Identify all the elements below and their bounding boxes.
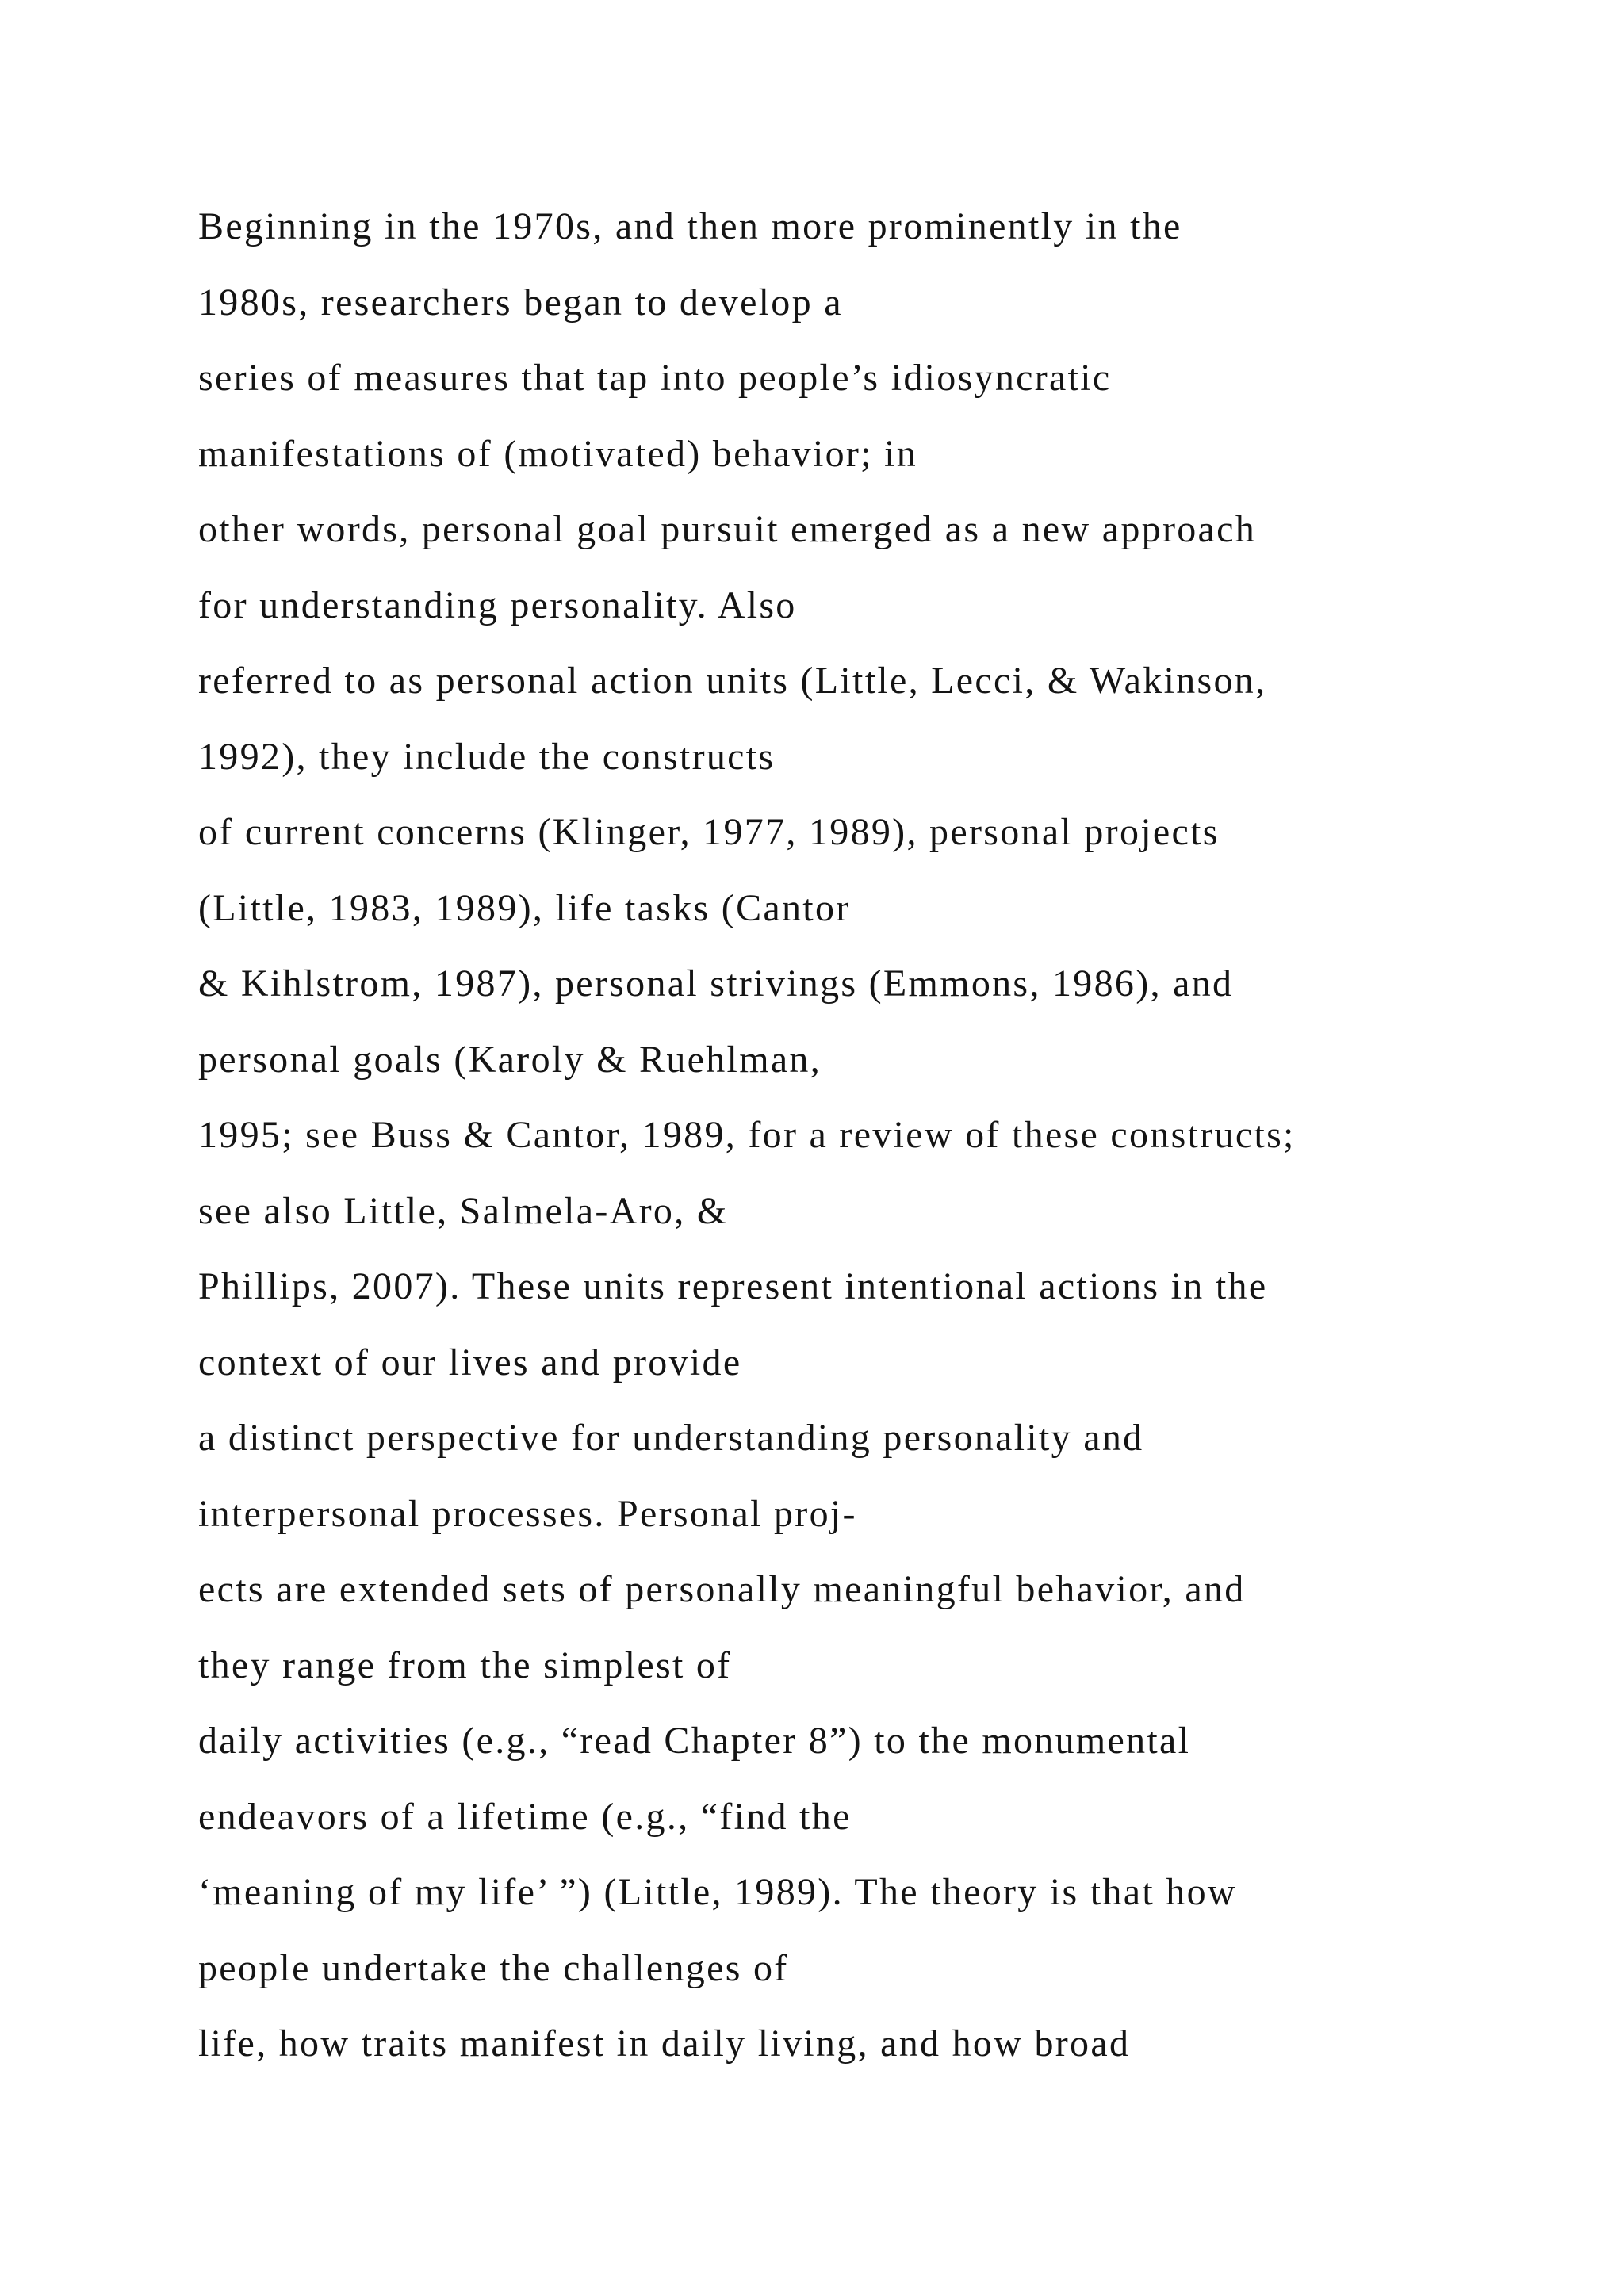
text-line: for understanding personality. Also (198, 584, 797, 626)
text-line: (Little, 1983, 1989), life tasks (Cantor (198, 886, 851, 929)
text-line: Beginning in the 1970s, and then more prominently in the (198, 205, 1182, 247)
text-line: referred to as personal action units (Little, Lecci, & Wakinson, (198, 660, 1267, 702)
text-line: manifestations of (motivated) behavior; in (198, 432, 918, 475)
text-line: a distinct perspective for understanding personality and (198, 1417, 1144, 1459)
text-line: life, how traits manifest in daily living, and how broad (198, 2022, 1131, 2064)
text-line: ects are extended sets of personally meaningful behavior, and (198, 1568, 1246, 1610)
text-line: context of our lives and provide (198, 1341, 742, 1383)
text-line: people undertake the challenges of (198, 1946, 789, 1989)
text-line: endeavors of a lifetime (e.g., “find the (198, 1795, 852, 1838)
text-line: series of measures that tap into people’s idiosyncratic (198, 357, 1112, 399)
text-line: personal goals (Karoly & Ruehlman, (198, 1038, 822, 1081)
text-line: daily activities (e.g., “read Chapter 8”) to the monumental (198, 1720, 1191, 1762)
text-line: of current concerns (Klinger, 1977, 1989), personal projects (198, 811, 1220, 853)
text-line: & Kihlstrom, 1987), personal strivings (Emmons, 1986), and (198, 962, 1234, 1004)
text-line: 1995; see Buss & Cantor, 1989, for a review of these constructs; (198, 1114, 1296, 1156)
body-text (198, 189, 1594, 2082)
text-line: they range from the simplest of (198, 1644, 732, 1686)
text-line: see also Little, Salmela-Aro, & (198, 1189, 729, 1232)
text-line: 1980s, researchers began to develop a (198, 281, 843, 323)
text-line: ‘meaning of my life’ ”) (Little, 1989). The theory is that how (198, 1871, 1237, 1913)
text-line: 1992), they include the constructs (198, 735, 776, 778)
text-line: Phillips, 2007). These units represent intentional actions in the (198, 1265, 1268, 1307)
text-line: other words, personal goal pursuit emerged as a new approach (198, 508, 1257, 550)
text-line: interpersonal processes. Personal proj- (198, 1492, 857, 1535)
